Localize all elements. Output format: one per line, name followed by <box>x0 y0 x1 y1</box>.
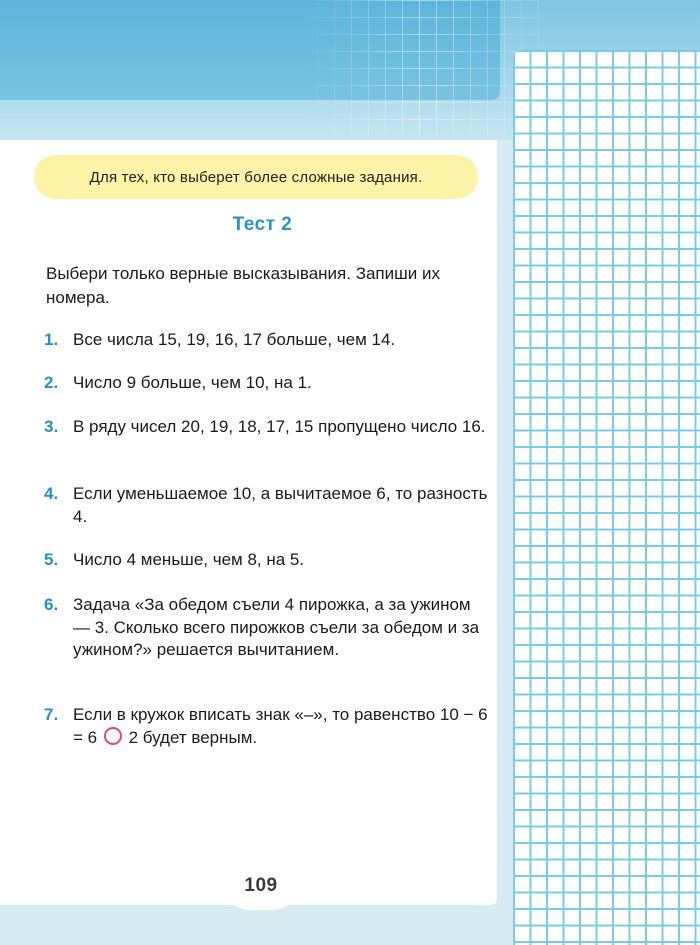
task-number: 1. <box>44 330 59 349</box>
task-item-5 <box>44 549 492 572</box>
banner-text: Для тех, кто выберет более сложные задания. <box>89 168 423 186</box>
task-item-3 <box>44 416 492 439</box>
task-item-4 <box>44 483 492 528</box>
task-text: Задача «За обедом съели 4 пирожка, а за ужином — 3. Сколько всего пирожков съели за обедом и за ужином?» решается вычитанием. <box>73 595 480 659</box>
task-text: Если уменьшаемое 10, а вычитаемое 6, то разность 4. <box>73 484 488 526</box>
task-number: 4. <box>44 484 59 503</box>
task-text: Все числа 15, 19, 16, 17 больше, чем 14. <box>73 330 396 349</box>
empty-circle-icon <box>104 727 122 745</box>
task-item-6 <box>44 594 492 662</box>
difficulty-banner <box>34 155 478 199</box>
task-item-2 <box>44 372 492 395</box>
task-number: 3. <box>44 417 59 436</box>
task-number: 7. <box>44 705 59 724</box>
page-number: 109 <box>244 875 278 896</box>
task-number: 6. <box>44 595 59 614</box>
task-item-7 <box>44 704 492 749</box>
page-number-badge <box>225 862 297 910</box>
task-text: В ряду чисел 20, 19, 18, 17, 15 пропущено число 16. <box>73 417 486 436</box>
task-text <box>44 704 492 749</box>
grid-paper-margin <box>513 50 700 945</box>
task-text-before: Если в кружок вписать знак «–», то равенство 10 − 6 = 6 <box>73 705 488 747</box>
task-text: Число 9 больше, чем 10, на 1. <box>73 373 312 392</box>
task-number: 5. <box>44 550 59 569</box>
test-title: Тест 2 <box>232 214 293 235</box>
task-text: Число 4 меньше, чем 8, на 5. <box>73 550 305 569</box>
task-item-1 <box>44 329 492 352</box>
instruction-text: Выбери только верные высказывания. Запиши их номера. <box>46 264 440 307</box>
header-grid-decoration <box>300 0 540 135</box>
task-number: 2. <box>44 373 59 392</box>
task-text-after: 2 будет верным. <box>128 727 258 747</box>
